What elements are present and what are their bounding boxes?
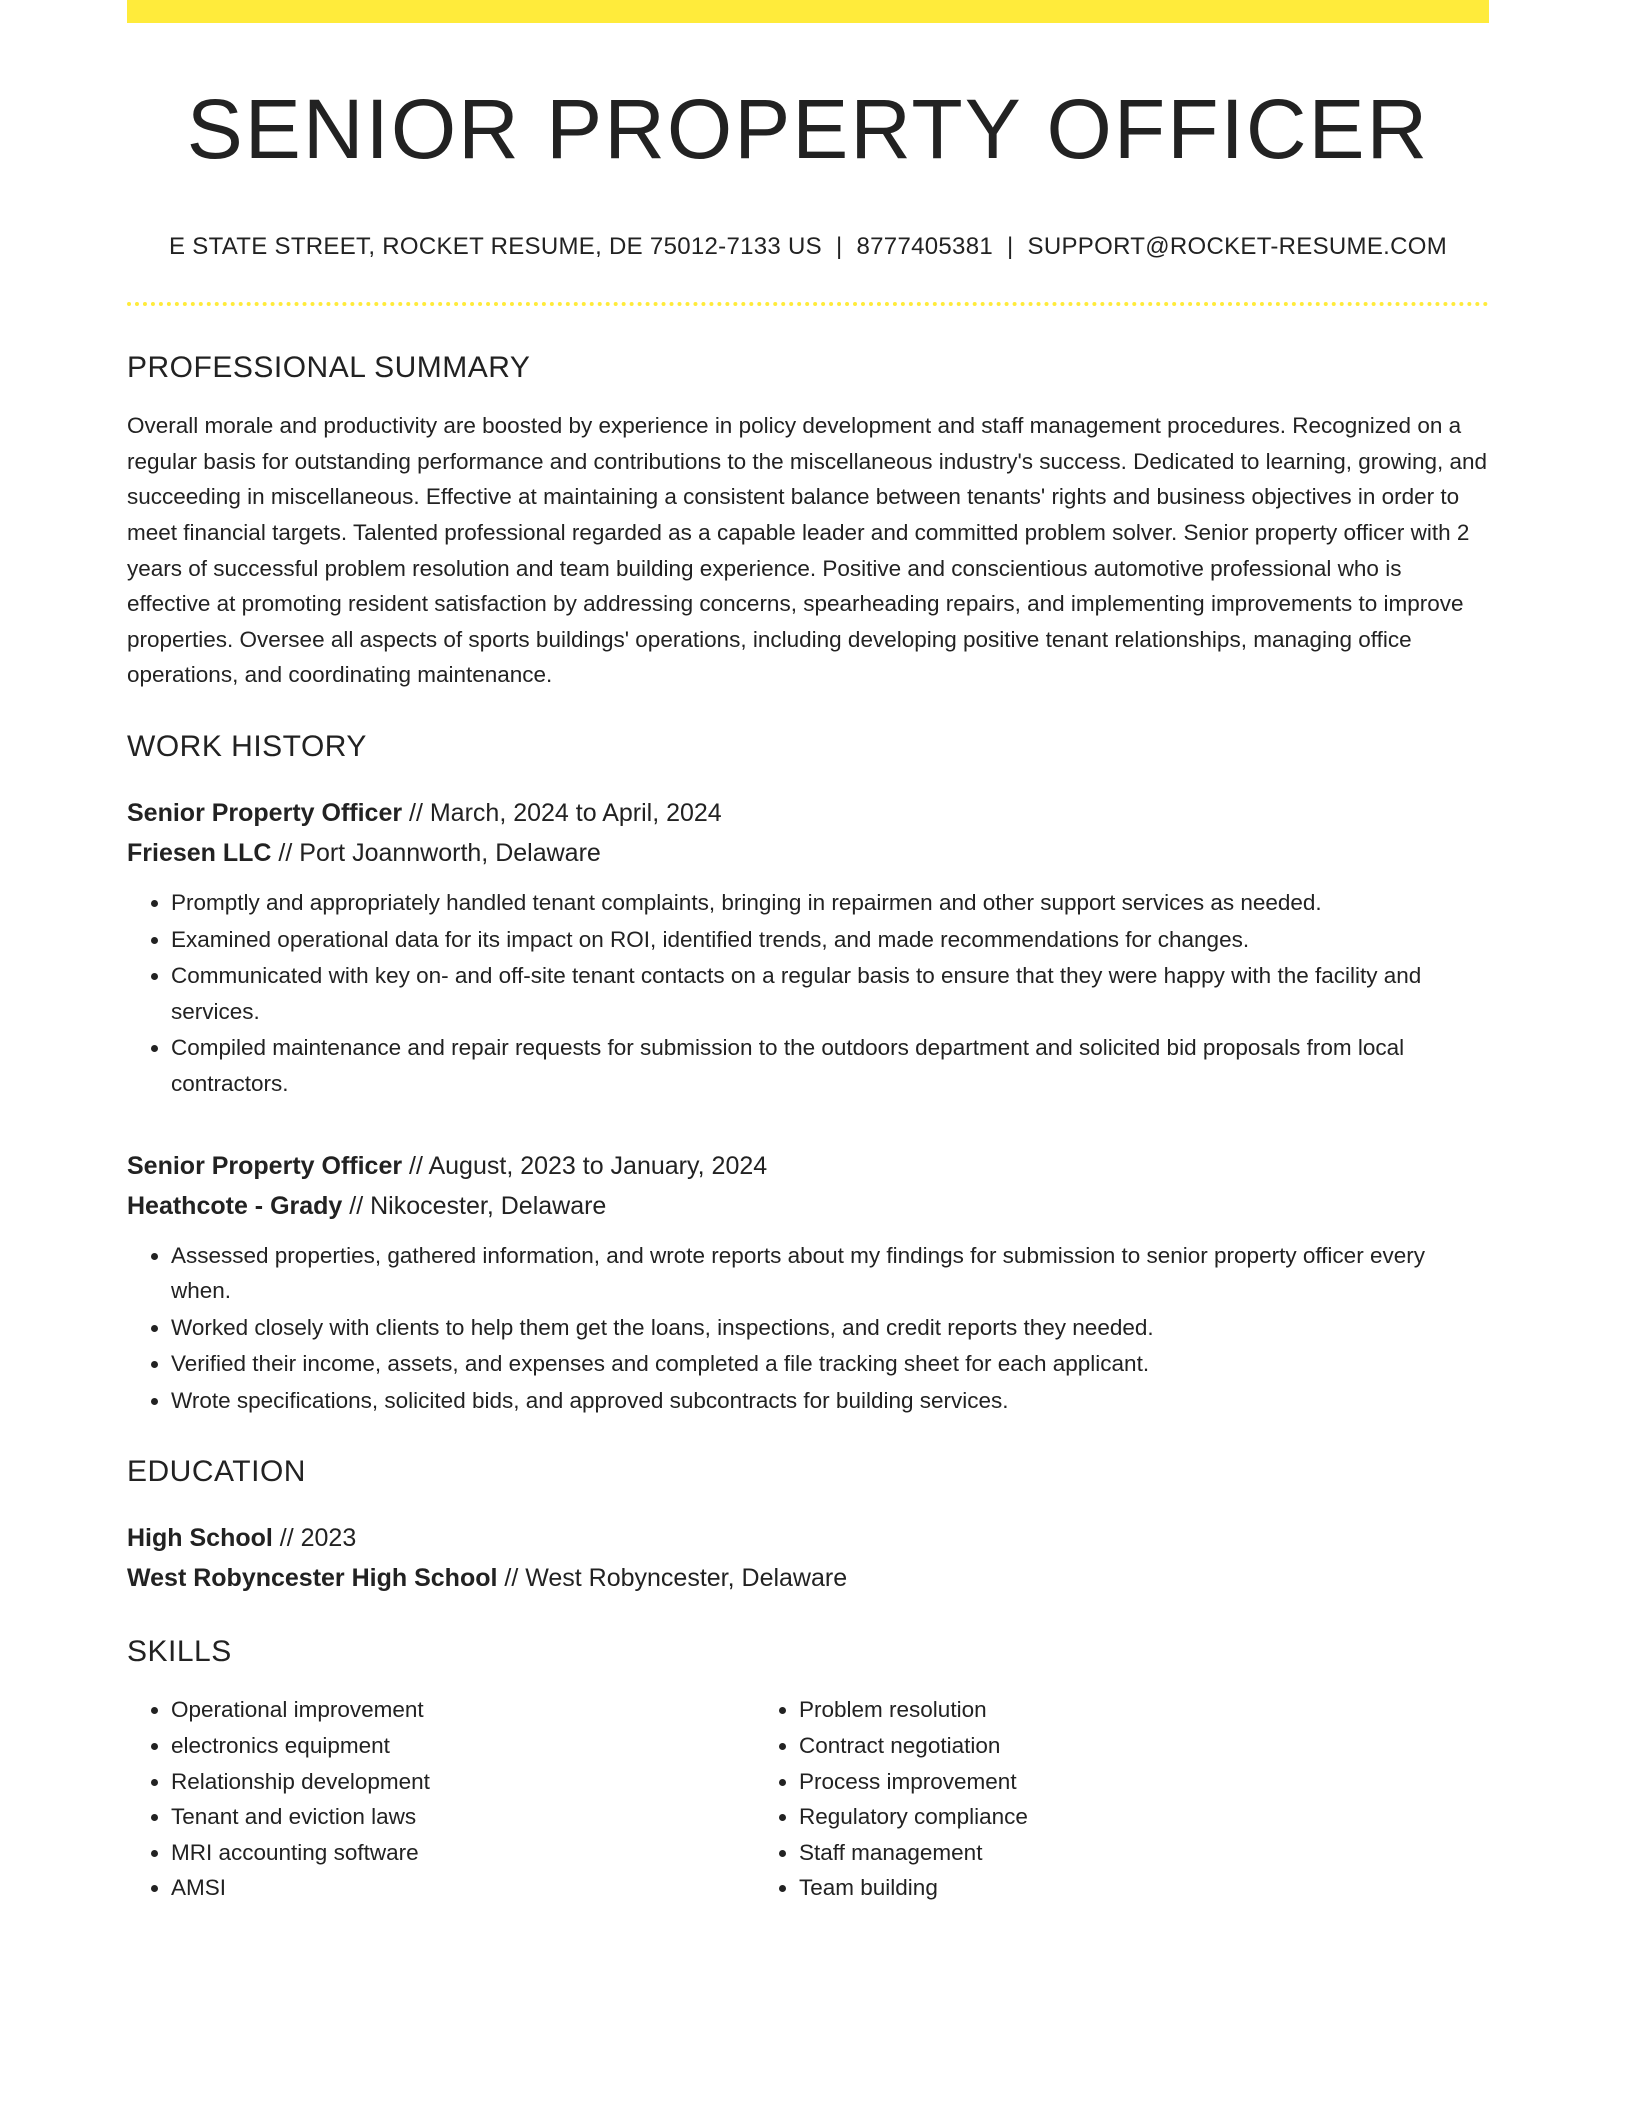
job-entry — [127, 793, 1489, 1102]
list-item: • Assessed properties, gathered information, and wrote reports about my findings for submission to senior property officer every when. — [171, 1238, 1489, 1309]
skill-item: • AMSI — [171, 1870, 755, 1906]
job-company-line — [127, 1186, 1489, 1226]
list-item: • Wrote specifications, solicited bids, and approved subcontracts for building services. — [171, 1383, 1489, 1419]
skill-item: • electronics equipment — [171, 1728, 755, 1764]
section-title-work-history: WORK HISTORY — [127, 729, 367, 763]
summary-paragraph: Overall morale and productivity are boosted by experience in policy development and staff management procedures. Recognized on a regular basis for outstanding performance and contributions to the miscellaneous industry's success. Dedicated to learning, growing, and succeeding in miscellaneous. Effective at maintaining a consistent balance between tenants' rights and business objectives in order to meet financial targets. Talented professional regarded as a capable leader and committed problem solver. Senior property officer with 2 years of successful problem resolution and team building experience. Positive and conscientious automotive professional who is effective at promoting resident satisfaction by addressing concerns, spearheading repairs, and implementing improvements to improve properties. Oversee all aspects of sports buildings' operations, including developing positive tenant relationships, managing office operations, and coordinating maintenance. — [127, 413, 1488, 688]
job-company: Heathcote - Grady — [127, 1191, 343, 1220]
contact-email: SUPPORT@ROCKET-RESUME.COM — [1027, 233, 1448, 261]
list-item: • Verified their income, assets, and expenses and completed a file tracking sheet for each applicant. — [171, 1346, 1489, 1382]
skill-item: • Staff management — [799, 1835, 1455, 1871]
job-location: // Port Joannworth, Delaware — [271, 838, 601, 867]
job-title-line — [127, 1146, 1489, 1186]
job-entry — [127, 1146, 1489, 1419]
education-degree-line — [127, 1518, 1489, 1558]
skill-item: • Relationship development — [171, 1764, 755, 1800]
job-title-line — [127, 793, 1489, 833]
skills-grid — [127, 1692, 1489, 1906]
list-item: • Worked closely with clients to help them get the loans, inspections, and credit reports they needed. — [171, 1310, 1489, 1346]
list-item: • Promptly and appropriately handled tenant complaints, bringing in repairmen and other support services as needed. — [171, 885, 1489, 921]
job-company-line — [127, 833, 1489, 873]
education-year: // 2023 — [272, 1524, 357, 1553]
job-role: Senior Property Officer — [127, 1151, 403, 1180]
contact-separator: | — [1007, 233, 1014, 261]
job-bullet-list — [127, 1238, 1489, 1419]
skill-item: • MRI accounting software — [171, 1835, 755, 1871]
job-role: Senior Property Officer — [127, 798, 403, 827]
skill-item: • Regulatory compliance — [799, 1799, 1455, 1835]
education-entry — [127, 1518, 1489, 1598]
skill-item: • Team building — [799, 1870, 1455, 1906]
list-item: • Compiled maintenance and repair requests for submission to the outdoors department and solicited bid proposals from local contractors. — [171, 1030, 1489, 1101]
contact-phone: 8777405381 — [856, 233, 993, 261]
list-item: • Examined operational data for its impact on ROI, identified trends, and made recommendations for changes. — [171, 922, 1489, 958]
skill-item: • Operational improvement — [171, 1692, 755, 1728]
education-location: // West Robyncester, Delaware — [497, 1564, 848, 1593]
skill-item: • Process improvement — [799, 1764, 1455, 1800]
skill-item: • Problem resolution — [799, 1692, 1455, 1728]
accent-bar — [127, 0, 1489, 23]
resume-name: SENIOR PROPERTY OFFICER — [186, 82, 1430, 176]
contact-separator: | — [835, 233, 843, 261]
job-dates: // August, 2023 to January, 2024 — [402, 1151, 768, 1180]
education-school-line — [127, 1558, 1489, 1598]
section-title-summary: PROFESSIONAL SUMMARY — [127, 351, 531, 385]
job-company: Friesen LLC — [127, 838, 272, 867]
dotted-divider — [127, 302, 1489, 306]
section-title-education: EDUCATION — [127, 1455, 306, 1489]
education-degree: High School — [127, 1524, 273, 1553]
education-school: West Robyncester High School — [127, 1564, 498, 1593]
skills-list-right — [755, 1692, 1455, 1906]
job-location: // Nikocester, Delaware — [342, 1191, 607, 1220]
job-bullet-list — [127, 885, 1489, 1102]
skills-list-left — [127, 1692, 755, 1906]
skill-item: • Tenant and eviction laws — [171, 1799, 755, 1835]
section-title-skills: SKILLS — [127, 1635, 232, 1669]
skill-item: • Contract negotiation — [799, 1728, 1455, 1764]
contact-line — [127, 233, 1489, 262]
job-dates: // March, 2024 to April, 2024 — [402, 798, 722, 827]
contact-address: E STATE STREET, ROCKET RESUME, DE 75012-7133 US — [168, 233, 822, 261]
resume-page — [127, 0, 1489, 1906]
list-item: • Communicated with key on- and off-site tenant contacts on a regular basis to ensure that they were happy with the facility and services. — [171, 958, 1489, 1029]
